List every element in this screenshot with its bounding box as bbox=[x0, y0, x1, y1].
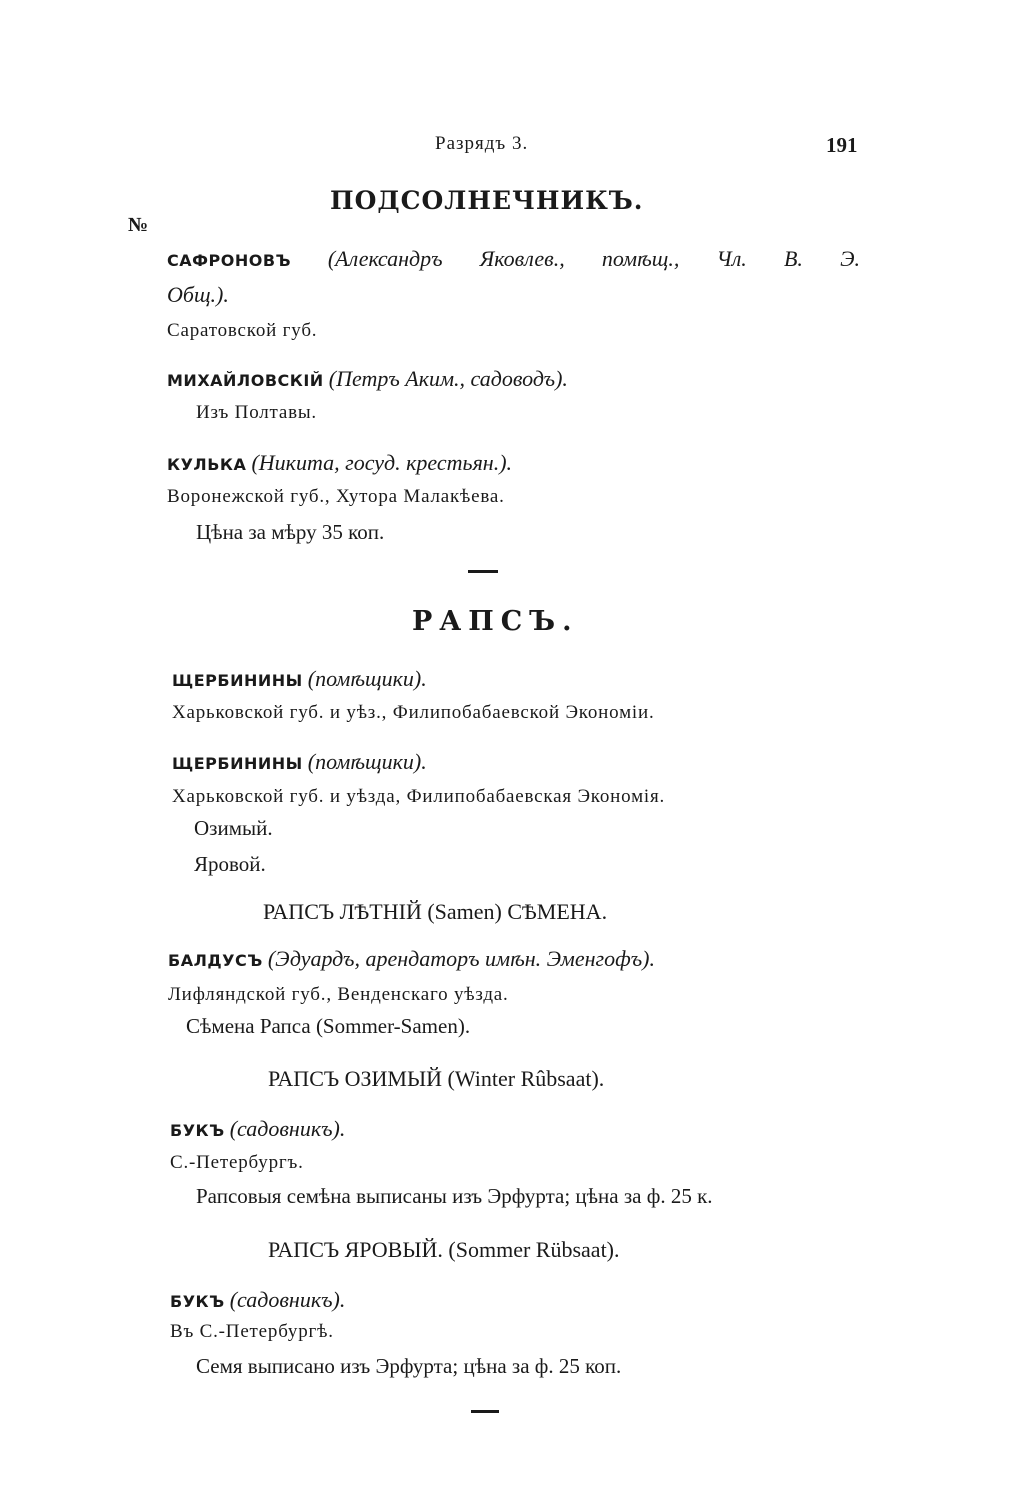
exhibitor-detail: (Александръ Яковлев., помѣщ., Чл. В. Э. bbox=[327, 246, 860, 271]
exhibitor-location: Харьковской губ. и уѣз., Филипобабаевской Экономіи. bbox=[172, 702, 655, 723]
exhibitor-detail: (Эдуардъ, арендаторъ имѣн. Эменгофъ). bbox=[267, 946, 655, 971]
variety-note: Яровой. bbox=[194, 852, 266, 876]
entry-baldus bbox=[168, 946, 655, 972]
entry-buk-2 bbox=[170, 1287, 345, 1313]
subsection-title-winter: РАПСЪ ОЗИМЫЙ (Winter Rûbsaat). bbox=[268, 1066, 605, 1091]
exhibitor-name: МИХАЙЛОВСКІЙ bbox=[167, 371, 324, 390]
exhibitor-location: С.-Петербургъ. bbox=[170, 1152, 304, 1173]
exhibitor-detail: (помѣщики). bbox=[307, 666, 427, 691]
entry-buk-1 bbox=[170, 1116, 345, 1142]
exhibitor-location: Харьковской губ. и уѣзда, Филипобабаевская Экономія. bbox=[172, 786, 666, 807]
exhibitor-detail: (Петръ Аким., садоводъ). bbox=[328, 366, 568, 391]
exhibitor-name: БУКЪ bbox=[170, 1292, 225, 1311]
variety-note: Озимый. bbox=[194, 816, 273, 840]
seed-note: Сѣмена Рапса (Sommer-Samen). bbox=[186, 1014, 471, 1038]
exhibitor-detail: (садовникъ). bbox=[229, 1116, 346, 1141]
exhibitor-detail-cont: Общ.). bbox=[167, 282, 229, 307]
entry-shcherbininy-1 bbox=[172, 666, 427, 692]
exhibitor-location: Саратовской губ. bbox=[167, 320, 318, 341]
entry-mikhailovsky bbox=[167, 366, 568, 392]
exhibitor-name: БАЛДУСЪ bbox=[168, 951, 263, 970]
exhibitor-detail: (помѣщики). bbox=[307, 749, 427, 774]
number-mark: № bbox=[128, 214, 149, 236]
price-note: Рапсовыя семѣна выписаны изъ Эрфурта; цѣна за ф. 25 к. bbox=[196, 1184, 713, 1208]
exhibitor-detail: (садовникъ). bbox=[229, 1287, 346, 1312]
section-title-sunflower: ПОДСОЛНЕЧНИКЪ. bbox=[330, 186, 644, 215]
exhibitor-name: КУЛЬКА bbox=[167, 455, 247, 474]
entry-safronov bbox=[167, 244, 860, 306]
exhibitor-name: ЩЕРБИНИНЫ bbox=[172, 754, 303, 773]
price-note: Семя выписано изъ Эрфурта; цѣна за ф. 25 коп. bbox=[196, 1354, 622, 1378]
entry-shcherbininy-2 bbox=[172, 749, 427, 775]
exhibitor-location: Въ С.-Петербургѣ. bbox=[170, 1321, 334, 1342]
price-note: Цѣна за мѣру 35 коп. bbox=[196, 520, 385, 544]
exhibitor-note: Изъ Полтавы. bbox=[196, 402, 317, 423]
exhibitor-name: САФРОНОВЪ bbox=[167, 251, 292, 270]
exhibitor-location: Лифляндской губ., Венденскаго уѣзда. bbox=[168, 984, 509, 1005]
exhibitor-name: БУКЪ bbox=[170, 1121, 225, 1140]
exhibitor-detail: (Никита, госуд. крестьян.). bbox=[251, 450, 513, 475]
section-divider bbox=[471, 1410, 499, 1413]
entry-kulka bbox=[167, 450, 512, 476]
exhibitor-name: ЩЕРБИНИНЫ bbox=[172, 671, 303, 690]
subsection-title-spring: РАПСЪ ЯРОВЫЙ. (Sommer Rübsaat). bbox=[268, 1237, 620, 1262]
section-title-rapeseed: РАПСЪ. bbox=[412, 606, 579, 637]
running-title: Разрядъ 3. bbox=[435, 133, 529, 154]
page-number: 191 bbox=[826, 133, 858, 157]
section-divider bbox=[468, 570, 498, 573]
exhibitor-location: Воронежской губ., Хутора Малакѣева. bbox=[167, 486, 505, 507]
subsection-title-summer: РАПСЪ ЛѢТНІЙ (Samen) СѢМЕНА. bbox=[263, 899, 608, 924]
